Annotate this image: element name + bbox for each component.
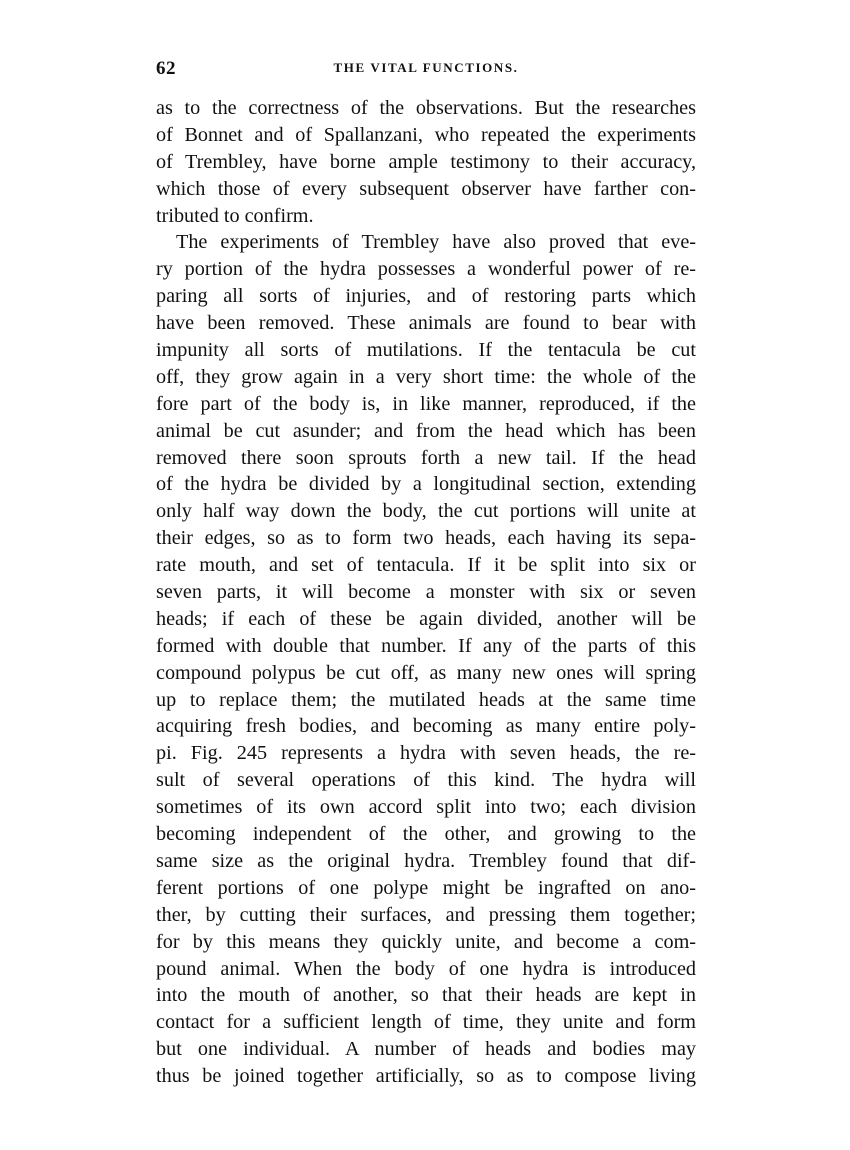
body-text — [156, 95, 696, 1090]
text-line: impunity all sorts of mutilations. If the tentacula be cut — [156, 339, 696, 362]
text-line: off, they grow again in a very short time: the whole of the — [156, 365, 696, 388]
text-line: contact for a sufficient length of time, they unite and form — [156, 1011, 696, 1034]
text-line: their edges, so as to form two heads, each having its sepa- — [156, 527, 696, 550]
text-line: removed there soon sprouts forth a new tail. If the head — [156, 446, 696, 469]
text-line: but one individual. A number of heads and bodies may — [156, 1038, 696, 1061]
text-line: up to replace them; the mutilated heads at the same time — [156, 688, 696, 711]
text-line: paring all sorts of injuries, and of restoring parts which — [156, 285, 696, 308]
running-head: THE VITAL FUNCTIONS. — [333, 60, 519, 75]
text-line: sult of several operations of this kind. The hydra will — [156, 769, 696, 792]
text-line: of the hydra be divided by a longitudinal section, extending — [156, 473, 696, 496]
text-line: as to the correctness of the observations. But the researches — [156, 97, 696, 119]
text-line: seven parts, it will become a monster with six or seven — [156, 581, 696, 604]
text-line: The experiments of Trembley have also proved that eve- — [176, 231, 696, 254]
text-line: of Bonnet and of Spallanzani, who repeated the experiments — [156, 123, 696, 146]
text-line: into the mouth of another, so that their heads are kept in — [156, 984, 696, 1007]
text-line: of Trembley, have borne ample testimony to their accuracy, — [156, 150, 696, 173]
text-line: ther, by cutting their surfaces, and pressing them together; — [156, 903, 696, 926]
page-number: 62 — [156, 58, 176, 79]
text-line: animal be cut asunder; and from the head which has been — [156, 419, 696, 442]
text-line: pi. Fig. 245 represents a hydra with seven heads, the re- — [156, 742, 696, 765]
text-line: for by this means they quickly unite, and become a com- — [156, 930, 696, 953]
text-line: ferent portions of one polype might be ingrafted on ano- — [156, 876, 696, 899]
text-line: fore part of the body is, in like manner, reproduced, if the — [156, 392, 696, 415]
text-line: ry portion of the hydra possesses a wonderful power of re- — [156, 258, 696, 281]
text-line: heads; if each of these be again divided, another will be — [156, 607, 696, 630]
text-line: formed with double that number. If any of the parts of this — [156, 634, 696, 657]
text-line: tributed to confirm. — [156, 204, 314, 227]
text-line: thus be joined together artificially, so as to compose living — [156, 1065, 696, 1088]
text-line: sometimes of its own accord split into two; each division — [156, 796, 696, 819]
text-line: compound polypus be cut off, as many new ones will spring — [156, 661, 696, 684]
text-line: acquiring fresh bodies, and becoming as many entire poly- — [156, 715, 696, 738]
text-line: pound animal. When the body of one hydra is introduced — [156, 957, 696, 980]
text-line: only half way down the body, the cut portions will unite at — [156, 500, 696, 523]
text-line: same size as the original hydra. Trembley found that dif- — [156, 849, 696, 872]
text-line: rate mouth, and set of tentacula. If it be split into six or — [156, 554, 696, 577]
text-line: becoming independent of the other, and growing to the — [156, 823, 696, 846]
text-line: have been removed. These animals are found to bear with — [156, 312, 696, 335]
text-line: which those of every subsequent observer have farther con- — [156, 177, 696, 200]
page-header — [156, 58, 696, 82]
